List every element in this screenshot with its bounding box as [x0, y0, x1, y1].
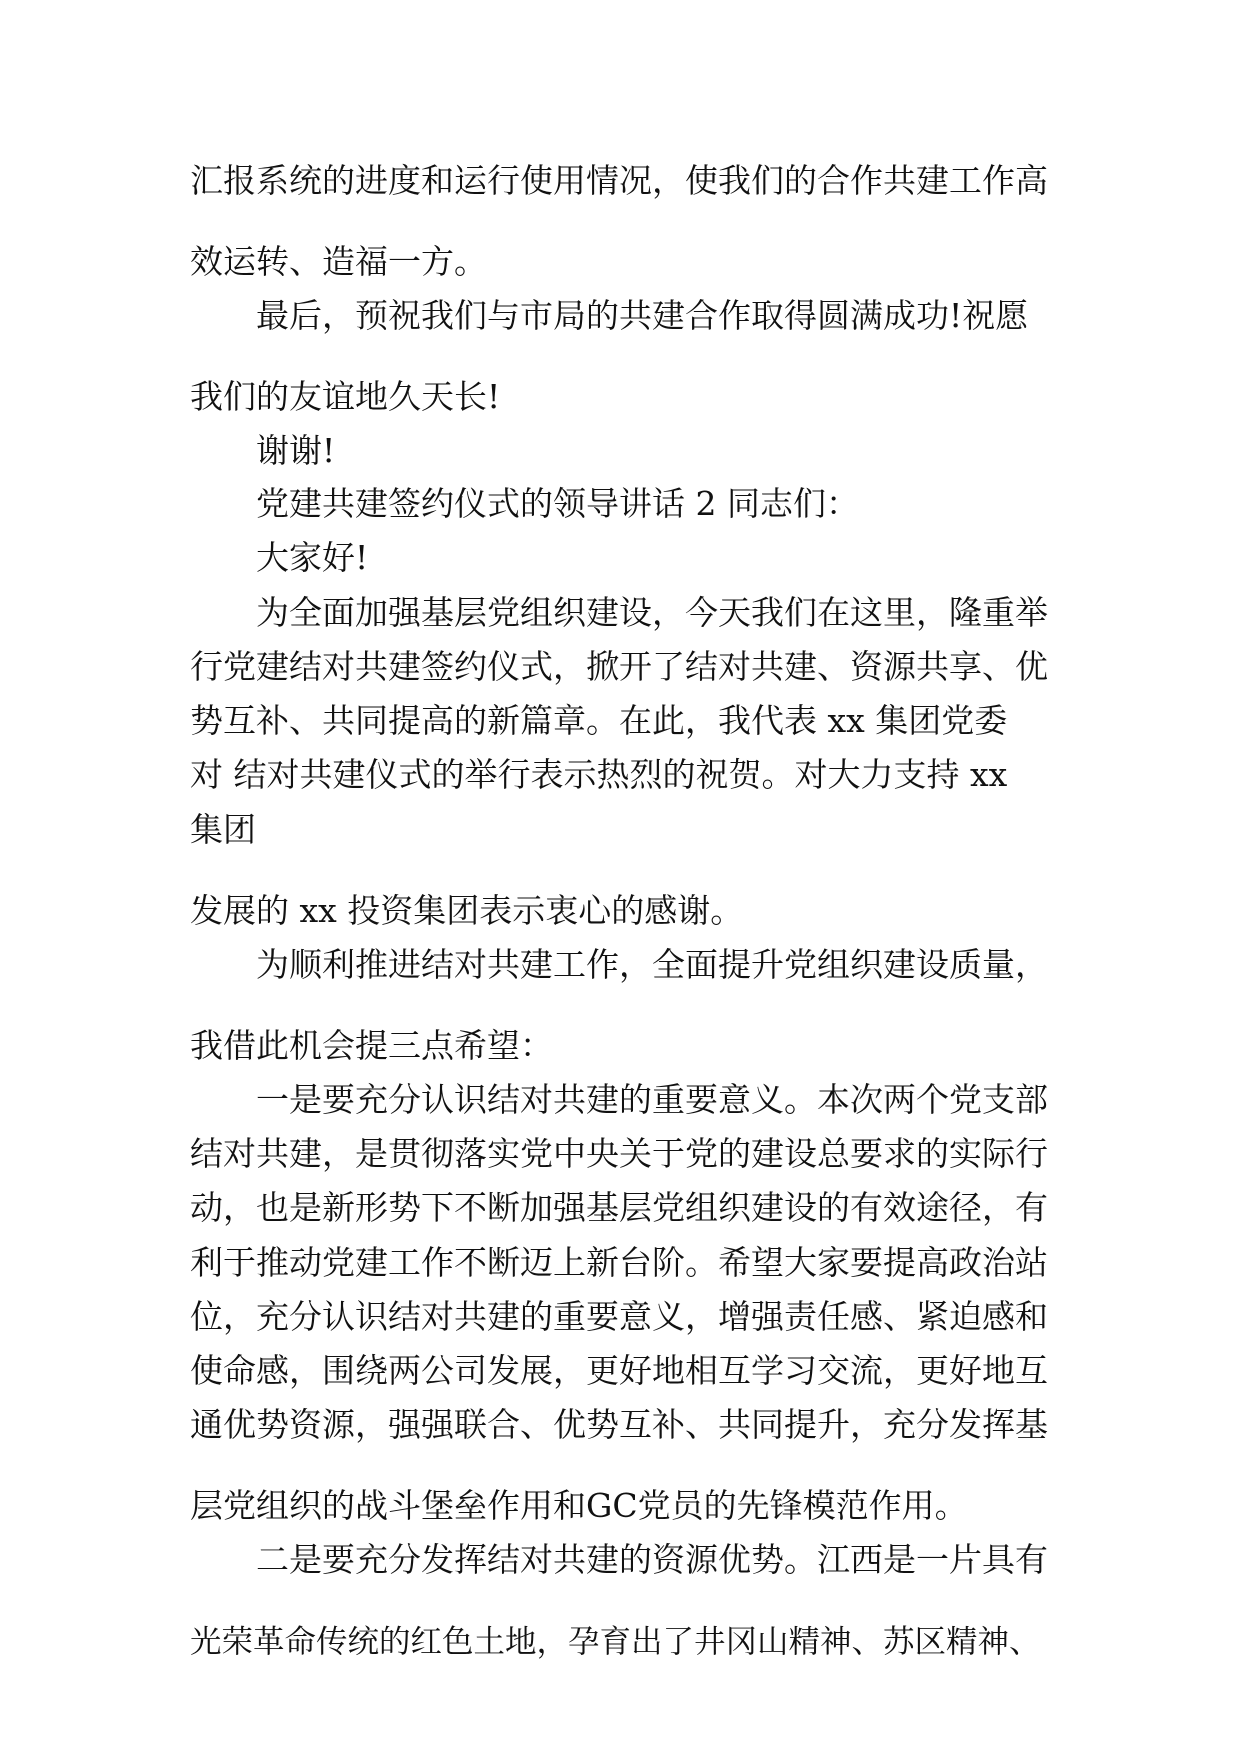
- text-line: 光荣革命传统的红色土地，孕育出了井冈山精神、苏区精神、: [190, 1624, 1041, 1660]
- text-line: 对 结对共建仪式的举行表示热烈的祝贺。对大力支持 xx: [190, 755, 1008, 794]
- text-line: 使命感，围绕两公司发展，更好地相互学习交流，更好地互: [190, 1351, 1048, 1390]
- text-line: 效运转、造福一方。: [190, 242, 487, 281]
- text-line: 党建共建签约仪式的领导讲话 2 同志们：: [256, 484, 859, 523]
- text-line: 一是要充分认识结对共建的重要意义。本次两个党支部: [256, 1080, 1048, 1119]
- text-line: 利于推动党建工作不断迈上新台阶。希望大家要提高政治站: [190, 1243, 1048, 1282]
- text-line: 动，也是新形势下不断加强基层党组织建设的有效途径，有: [190, 1188, 1048, 1227]
- text-line: 为顺利推进结对共建工作，全面提升党组织建设质量，: [256, 945, 1048, 984]
- text-line: 大家好!: [256, 538, 369, 577]
- text-line: 集团: [190, 810, 256, 849]
- text-line: 汇报系统的进度和运行使用情况，使我们的合作共建工作高: [190, 161, 1048, 200]
- text-line: 通优势资源，强强联合、优势互补、共同提升，充分发挥基: [190, 1405, 1048, 1444]
- text-line: 谢谢!: [256, 431, 336, 470]
- text-line: 二是要充分发挥结对共建的资源优势。江西是一片具有: [256, 1540, 1048, 1579]
- text-line: 为全面加强基层党组织建设，今天我们在这里，隆重举: [256, 593, 1048, 632]
- text-line: 发展的 xx 投资集团表示衷心的感谢。: [190, 891, 744, 930]
- text-line: 我借此机会提三点希望：: [190, 1026, 553, 1065]
- text-line: 势互补、共同提高的新篇章。在此，我代表 xx 集团党委: [190, 701, 1008, 740]
- text-line: 层党组织的战斗堡垒作用和GC党员的先锋模范作用。: [190, 1486, 968, 1525]
- text-line: 结对共建，是贯彻落实党中央关于党的建设总要求的实际行: [190, 1134, 1048, 1173]
- text-line: 行党建结对共建签约仪式，掀开了结对共建、资源共享、优: [190, 647, 1048, 686]
- text-line: 我们的友谊地久天长!: [190, 377, 501, 416]
- text-line: 位，充分认识结对共建的重要意义，增强责任感、紧迫感和: [190, 1297, 1048, 1336]
- text-line: 最后，预祝我们与市局的共建合作取得圆满成功!祝愿: [256, 296, 1029, 335]
